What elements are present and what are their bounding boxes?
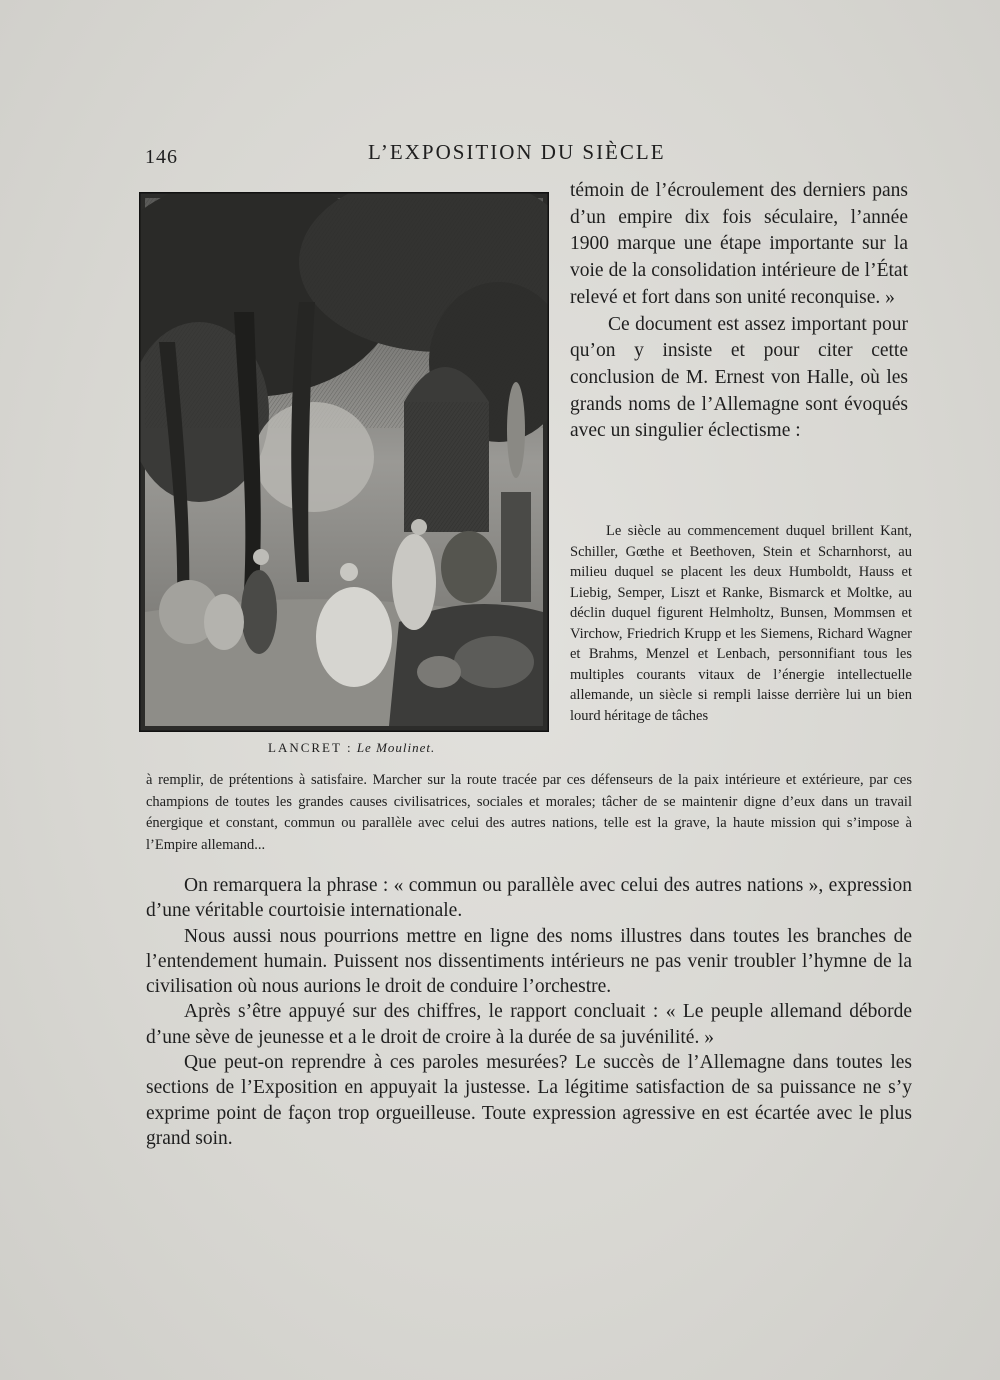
- engraving-figure: [139, 192, 549, 755]
- paragraph: Après s’être appuyé sur des chiffres, le rapport concluait : « Le peuple allemand déborde d’une sève de jeunesse et a le droit de croire à la durée de sa juvénilité. »: [146, 1001, 912, 1048]
- paragraph: Que peut-on reprendre à ces paroles mesurées? Le succès de l’Allemagne dans toutes les sections de l’Exposition en appuyait la justesse. La légitime satisfaction de sa puissance ne s’y exprime point de façon trop orgueilleuse. Toute expression agressive en est écartée avec le plus grand soin.: [146, 1052, 912, 1149]
- paragraph: témoin de l’écroulement des derniers pans d’un empire dix fois séculaire, l’année 1900 marque une étape importante sur la voie de la consolidation intérieure de l’État relevé et fort dans son unité reconquise. »: [570, 180, 908, 308]
- body-text: [146, 873, 912, 1151]
- block-quote-column: [570, 521, 912, 726]
- paragraph: On remarquera la phrase : « commun ou parallèle avec celui des autres nations », expression d’une véritable courtoisie internationale.: [146, 875, 912, 922]
- caption-title: Le Moulinet.: [356, 740, 436, 755]
- quote-paragraph: à remplir, de prétentions à satisfaire. Marcher sur la route tracée par ces défenseurs de la paix intérieure et extérieure, par ces champions de toutes les grandes causes civilisatrices, sociales et morales; tâcher de se maintenir digne d’eux dans un travail énergique et constant, commun ou parallèle avec celui des autres nations, telle est la grave, la haute mission qui s’impose à l’Empire allemand...: [146, 772, 912, 853]
- figure-caption: [268, 740, 435, 756]
- page-header: [0, 140, 1000, 170]
- paragraph: Nous aussi nous pourrions mettre en ligne des noms illustres dans toutes les branches de l’entendement humain. Puissent nos dissentiments intérieurs ne pas venir troubler l’hymne de la civilisation où nous aurions le droit de conduire l’orchestre.: [146, 925, 912, 998]
- right-column-text: [570, 178, 908, 445]
- page-number: 146: [145, 146, 178, 168]
- caption-artist: LANCRET :: [268, 740, 353, 755]
- block-quote-full-width: [146, 770, 912, 856]
- quote-paragraph: Le siècle au commencement duquel brillent Kant, Schiller, Gœthe et Beethoven, Stein et Scharnhorst, au milieu duquel se placent les deux Humboldt, Hauss et Liebig, Semper, Liszt et Ranke, Bismarck et Moltke, au déclin duquel figurent Helmholtz, Bunsen, Mommsen et Virchow, Friedrich Krupp et les Siemens, Richard Wagner et Brahms, Menzel et Lenbach, personnifiant tous les multiples courants vitaux de l’énergie intellectuelle allemande, un siècle si rempli laisse derrière lui un bien lourd héritage de tâches: [570, 523, 912, 724]
- paragraph: Ce document est assez important pour qu’on y insiste et pour citer cette conclusion de M. Ernest von Halle, où les grands noms de l’Allemagne sont évoqués avec un singulier éclectisme :: [570, 313, 908, 442]
- running-title: L’EXPOSITION DU SIÈCLE: [368, 140, 666, 164]
- engraving-image: [139, 192, 549, 732]
